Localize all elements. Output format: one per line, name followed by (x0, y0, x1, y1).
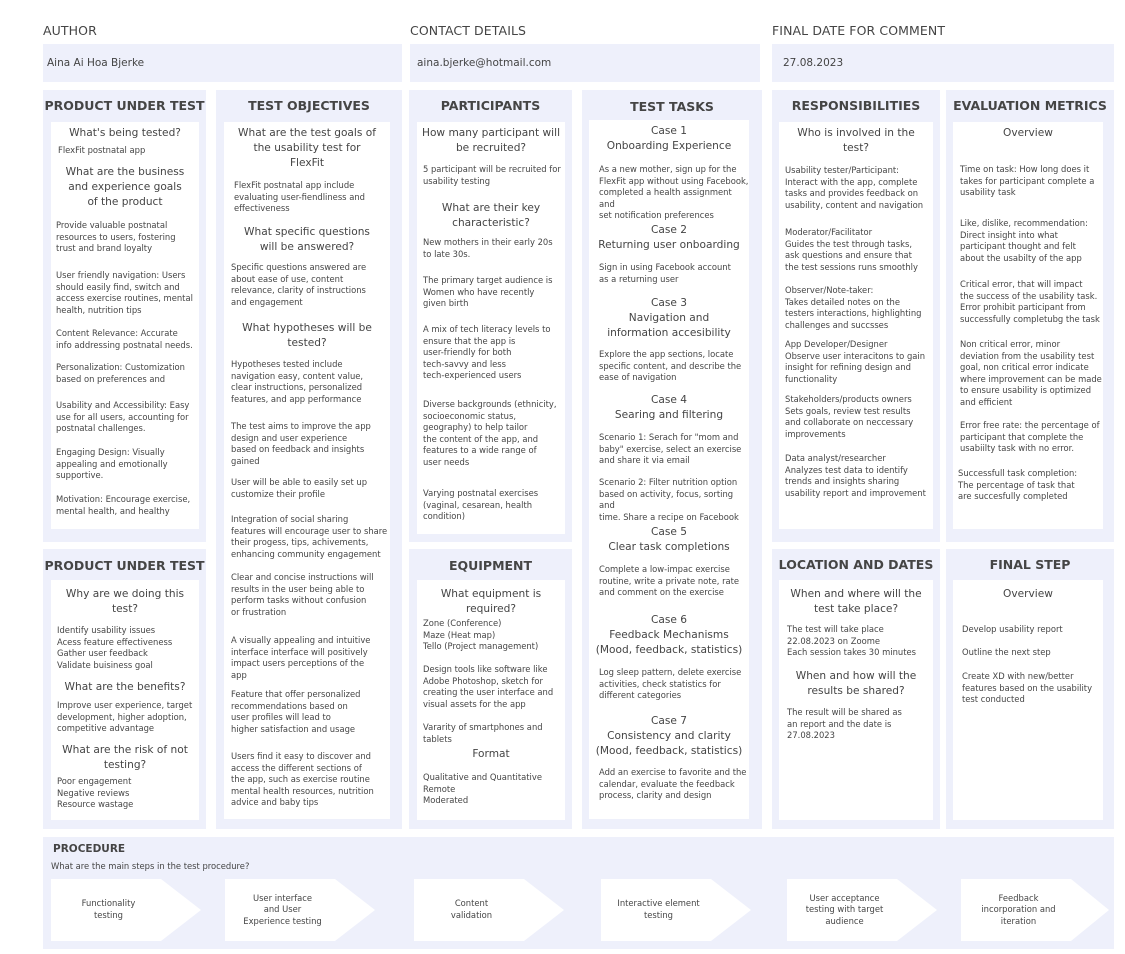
role-text: Moderator/Facilitator Guides the test through tasks, ask questions and ensure that the test sessions runs smoothly (785, 227, 918, 272)
objectives-card (224, 122, 390, 819)
goal-text: Content Relevance: Accurate info addressing postnatal needs. (56, 328, 193, 350)
question-heading: Who is involved in the test? (797, 127, 915, 154)
step-text: Outline the next step (962, 647, 1051, 657)
characteristic-text: Diverse backgrounds (ethnicity, socioeconomic status, geography) to help tailor the content of the app, and features to a wide range of user needs (423, 399, 557, 467)
procedure-step (51, 879, 201, 941)
hypothesis-text: The test aims to improve the app design and user experience based on feedback and insights gained (231, 421, 371, 466)
procedure-subtitle: What are the main steps in the test procedure? (51, 861, 250, 871)
case-heading: Case 5 Clear task completions (608, 526, 730, 553)
question-heading: What equipment is required? (440, 588, 542, 615)
answer-text: FlexFit postnatal app include evaluating user-fiendliness and effectiveness (234, 180, 365, 214)
question-heading: How many participant will be recruited? (421, 127, 561, 154)
date-value: 27.08.2023 (783, 57, 844, 69)
answer-text: The test will take place 22.08.2023 on Zoome Each session takes 30 minutes (787, 624, 917, 658)
question-heading: What are the risk of not testing? (62, 744, 188, 771)
case-text: Sign in using Facebook account as a returning user (599, 262, 731, 284)
answer-text: The result will be shared as an report and the date is 27.08.2023 (787, 707, 902, 741)
metric-text: Critical error, that will impact the success of the usability task. Error prohibit participant from successfully completubg the task (960, 279, 1100, 324)
participants-panel (409, 90, 572, 542)
goal-text: User friendly navigation: Users should easily find, switch and access exercise routines, mental health, nutrition tips (56, 270, 193, 315)
participants-card (417, 122, 565, 534)
contact-field[interactable] (410, 44, 760, 82)
answer-text: FlexFit postnatal app (58, 145, 146, 155)
equipment-panel (409, 549, 572, 829)
answer-text: Identify usability issues Acess feature effectiveness Gather user feedback Validate buisiness goal (57, 625, 173, 670)
question-heading: What are the benefits? (64, 681, 186, 693)
contact-label: CONTACT DETAILS (410, 23, 527, 38)
characteristic-text: A mix of tech literacy levels to ensure that the app is user-friendly for both tech-savvy and less tech-experienced users (423, 324, 551, 381)
question-heading: What specific questions will be answered? (244, 226, 370, 253)
question-heading: What are the business and experience goals of the product (65, 166, 185, 208)
final-card (953, 580, 1103, 820)
metric-text: Non critical error, minor deviation from the usability test goal, non critical error indicate where improvement can be made to ensure usability is optimized and efficient (960, 339, 1102, 407)
step-text: Develop usability report (962, 624, 1063, 634)
procedure-step (787, 879, 937, 941)
question-heading: What hypotheses will be tested? (242, 322, 372, 349)
question-heading: What are the test goals of the usability test for FlexFit (238, 127, 376, 169)
answer-text: Qualitative and Quantitative Remote Moderated (423, 772, 542, 806)
procedure-step (225, 879, 375, 941)
overview-heading: Overview (1003, 127, 1053, 139)
procedure-step-label: Interactive element testing (617, 898, 700, 920)
case-heading: Case 2 Returning user onboarding (598, 224, 740, 251)
case-heading: Case 4 Searing and filtering (614, 394, 724, 421)
location-dates-panel (772, 549, 940, 829)
date-label: FINAL DATE FOR COMMENT (772, 23, 946, 38)
role-text: App Developer/Designer Observe user interacitons to gain insight for refining design and functionality (785, 339, 926, 384)
answer-text: Provide valuable postnatal resources to users, fostering trust and brand loyalty (56, 220, 176, 254)
goal-text: Motivation: Encourage exercise, mental health, and healthy (56, 494, 191, 516)
goal-text: Usability and Accessibility: Easy use for all users, accounting for postnatal challenges. (56, 400, 190, 434)
procedure-step (601, 879, 751, 941)
case-text: As a new mother, sign up for the FlexFit app without using Facebook, completed a health assignment and set notification preferences (599, 164, 749, 221)
panel-title: PARTICIPANTS (440, 98, 541, 113)
answer-text: Design tools like software like Adobe Photoshop, sketch for creating the user interface and visual assets for the app (423, 664, 554, 709)
metrics-card (953, 122, 1103, 529)
goal-text: Engaging Design: Visually appealing and emotionally supportive. (56, 447, 168, 481)
panel-title: TEST OBJECTIVES (248, 98, 370, 113)
answer-text: Vararity of smartphones and tablets (423, 722, 543, 744)
case-text: Scenario 1: Serach for "mom and baby" exercise, select an exercise and share it via email (599, 432, 742, 466)
hypothesis-text: Clear and concise instructions will results in the user being able to perform tasks without confusion or frustration (231, 572, 374, 617)
case-text: Explore the app sections, locate specific content, and describe the ease of navigation (599, 349, 742, 383)
author-value: Aina Ai Hoa Bjerke (47, 57, 145, 69)
author-field[interactable] (43, 44, 402, 82)
responsibilities-panel (772, 90, 940, 542)
answer-text: 5 participant will be recruited for usability testing (423, 164, 561, 186)
case-text: Complete a low-impac exercise routine, write a private note, rate and comment on the exercise (599, 564, 740, 598)
role-text: Stakeholders/products owners Sets goals, review test results and collaborate on neccessary improvements (785, 394, 914, 439)
answer-text: Hypotheses tested include navigation easy, content value, clear instructions, personalized features, and app performance (231, 359, 364, 404)
author-label: AUTHOR (43, 23, 97, 38)
overview-heading: Overview (1003, 588, 1053, 600)
case-text: Scenario 2: Filter nutrition option based on activity, focus, sorting and time. Share a recipe on Facebook (599, 477, 739, 522)
case-text: Log sleep pattern, delete exercise activities, check statistics for different categories (599, 667, 742, 701)
question-heading: When and how will the results be shared? (795, 670, 917, 697)
contact-value: aina.bjerke@hotmail.com (417, 57, 552, 69)
product-card (51, 122, 199, 529)
panel-title: EQUIPMENT (448, 558, 533, 573)
procedure-step-label: User interface and User Experience testing (243, 892, 322, 926)
characteristic-text: Varying postnatal exercises (vaginal, cesarean, health condition) (423, 488, 539, 522)
answer-text: Poor engagement Negative reviews Resource wastage (57, 776, 134, 810)
procedure-step (961, 879, 1109, 941)
answer-text: Zone (Conference) Maze (Heat map) Tello (Project management) (423, 618, 539, 652)
case-heading: Case 1 Onboarding Experience (606, 125, 732, 152)
panel-title: EVALUATION METRICS (953, 98, 1107, 113)
metric-text: Like, dislike, recommendation: Direct insight into what participant thought and felt about the usabilty of the app (960, 218, 1088, 263)
hypothesis-text: Users find it easy to discover and access the different sections of the app, such as exercise routine mental health resources, nutrition advice and baby tips (231, 751, 374, 808)
test-objectives-panel (216, 90, 402, 829)
responsibilities-card (779, 122, 933, 529)
role-text: Usability tester/Participant: Interact with the app, complete tasks and provides feedback on usability, content and navigation (785, 165, 924, 210)
evaluation-metrics-panel (946, 90, 1114, 542)
procedure-title: PROCEDURE (53, 843, 126, 855)
procedure-step-label: Feedback incorporation and iteration (981, 892, 1056, 926)
metric-text: Time on task: How long does it takes for participant complete a usability task (960, 164, 1095, 198)
panel-title: RESPONSIBILITIES (791, 98, 921, 113)
panel-title: PRODUCT UNDER TEST (44, 558, 205, 573)
metric-text: Error free rate: the percentage of participant that complete the usabiilty task with no error. (960, 420, 1100, 454)
procedure-step-label: Functionality testing (81, 898, 136, 920)
hypothesis-text: Feature that offer personalized recommendations based on user profiles will lead to higher satisfaction and usage (231, 689, 361, 734)
hypothesis-text: Integration of social sharing features will encourage user to share their progess, tips, achivements, enhancing community engagement (231, 514, 388, 559)
case-heading: Case 6 Feedback Mechanisms (Mood, feedback, statistics) (595, 614, 743, 656)
location-card (779, 580, 933, 820)
hypothesis-text: User will be able to easily set up customize their profile (231, 477, 368, 499)
procedure-panel (43, 837, 1114, 949)
procedure-step-label: User acceptance testing with target audience (805, 892, 884, 926)
characteristic-text: New mothers in their early 20s to late 30s. (423, 237, 553, 259)
panel-title: TEST TASKS (630, 99, 714, 114)
format-heading: Format (472, 748, 510, 760)
case-heading: Case 3 Navigation and information accesibility (607, 297, 731, 339)
role-text: Observer/Note-taker: Takes detailed notes on the testers interactions, highlighting challenges and succsses (785, 285, 922, 330)
question-heading: When and where will the test take place? (790, 588, 922, 615)
step-text: Create XD with new/better features based on the usability test conducted (962, 671, 1093, 705)
panel-title: LOCATION AND DATES (778, 557, 934, 572)
question-heading: What are their key characteristic? (441, 202, 541, 229)
panel-title: FINAL STEP (989, 557, 1071, 572)
case-text: Add an exercise to favorite and the calendar, evaluate the feedback process, clarity and design (599, 767, 747, 801)
product-card (51, 580, 199, 820)
product-under-test-panel-2 (43, 549, 206, 829)
procedure-step (414, 879, 564, 941)
metric-text: Successfull task completion: The percentage of task that are succesfully completed (958, 468, 1078, 502)
tasks-card (589, 120, 749, 819)
final-step-panel (946, 549, 1114, 829)
procedure-step-label: Content validation (450, 898, 493, 920)
product-under-test-panel (43, 90, 206, 542)
role-text: Data analyst/researcher Analyzes test data to identify trends and insights sharing usability report and improvement (785, 453, 926, 498)
answer-text: Specific questions answered are about ease of use, content relevance, clarity of instructions and engagement (231, 262, 367, 307)
characteristic-text: The primary target audience is Women who have recently given birth (423, 275, 553, 309)
test-tasks-panel (582, 90, 762, 829)
case-heading: Case 7 Consistency and clarity (Mood, feedback, statistics) (595, 715, 743, 757)
equipment-card (417, 580, 565, 820)
date-field[interactable] (772, 44, 1114, 82)
answer-text: Improve user experience, target development, higher adoption, competitive advantage (57, 700, 193, 734)
question-heading: What's being tested? (69, 127, 181, 139)
hypothesis-text: A visually appealing and intuitive interface interface will positively impact users perceptions of the app (231, 635, 371, 680)
panel-title: PRODUCT UNDER TEST (44, 98, 205, 113)
goal-text: Personalization: Customization based on preferences and (56, 362, 185, 384)
question-heading: Why are we doing this test? (65, 588, 185, 615)
